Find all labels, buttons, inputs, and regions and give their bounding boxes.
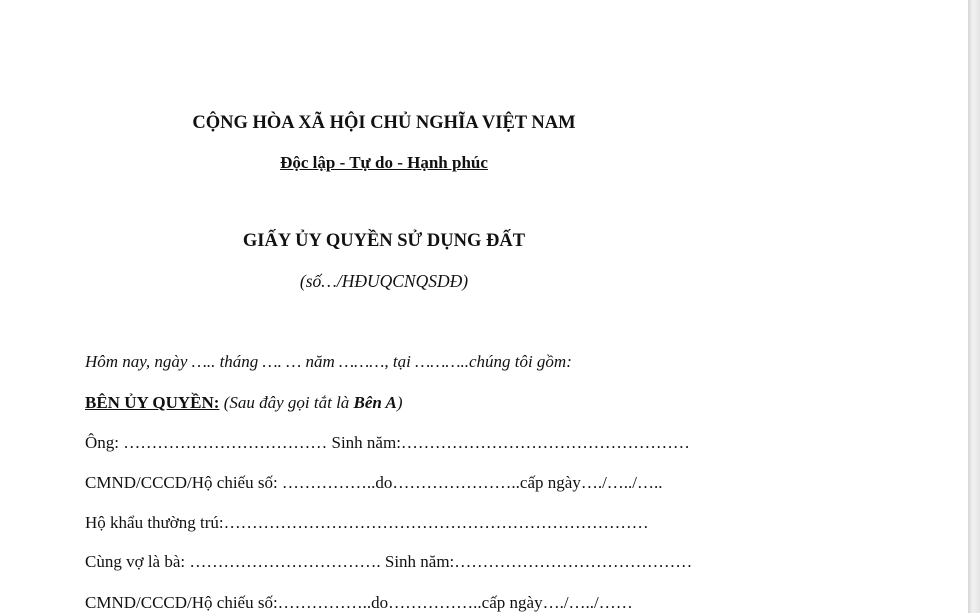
field-spouse-name: Cùng vợ là bà: ……………………………. Sinh năm:…………………………………… xyxy=(85,552,693,571)
party-a-name: Bên A xyxy=(353,393,397,412)
party-a-note-suffix: ) xyxy=(396,393,403,412)
party-a-note-prefix: (Sau đây gọi tắt là xyxy=(219,393,354,412)
field-id-number: CMND/CCCD/Hộ chiếu số: ……………..do…………………..cấp ngày…./…../….. xyxy=(85,473,663,492)
party-a-line xyxy=(85,393,403,413)
party-a-note xyxy=(219,393,402,412)
field-residence: Hộ khẩu thường trú:………………………………………………………………… xyxy=(85,513,649,532)
party-a-heading: BÊN ỦY QUYỀN: xyxy=(85,393,220,412)
intro-line: Hôm nay, ngày ….. tháng …. … năm ………, tại ………..chúng tôi gồm: xyxy=(85,352,572,371)
field-mr-name: Ông: ……………………………… Sinh năm:…………………………………………… xyxy=(85,433,690,452)
document-title: GIẤY ỦY QUYỀN SỬ DỤNG ĐẤT xyxy=(242,231,526,251)
viewer-scroll-edge[interactable] xyxy=(968,0,980,613)
nation-header: CỘNG HÒA XÃ HỘI CHỦ NGHĨA VIỆT NAM xyxy=(192,113,576,133)
national-motto: Độc lập - Tự do - Hạnh phúc xyxy=(280,153,488,172)
field-spouse-id-number: CMND/CCCD/Hộ chiếu số:……………..do……………..cấp ngày…./…../…… xyxy=(85,593,633,612)
document-number: (số…/HĐUQCNQSDĐ) xyxy=(299,271,469,291)
